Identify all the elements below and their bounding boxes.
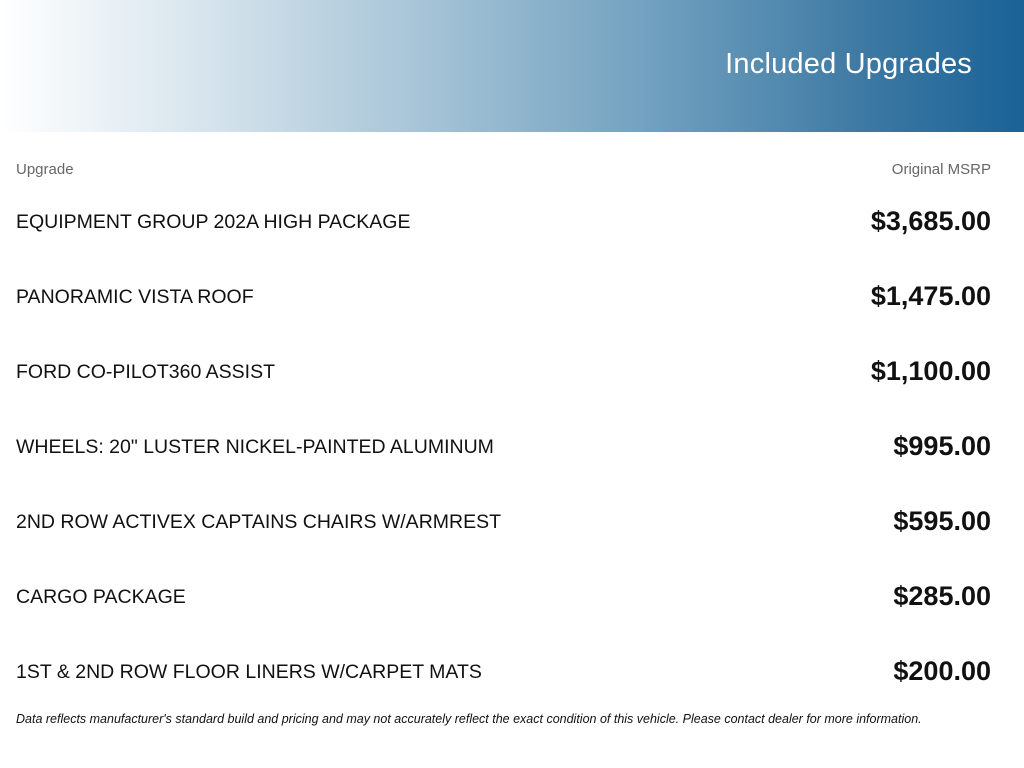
msrp-column-header: Original MSRP — [891, 161, 991, 178]
upgrade-price: $200.00 — [893, 656, 991, 686]
upgrade-row — [16, 347, 991, 422]
upgrade-row — [16, 272, 991, 347]
upgrade-row — [16, 497, 991, 572]
upgrade-price: $595.00 — [893, 506, 991, 536]
upgrade-name: PANORAMIC VISTA ROOF — [16, 286, 254, 308]
header-banner — [0, 0, 1024, 132]
column-headers — [16, 161, 991, 179]
upgrades-list — [16, 197, 991, 722]
page-title: Included Upgrades — [725, 48, 972, 80]
upgrade-row — [16, 572, 991, 647]
upgrade-price: $285.00 — [893, 581, 991, 611]
upgrade-price: $1,100.00 — [870, 356, 991, 386]
upgrade-name: CARGO PACKAGE — [16, 586, 186, 608]
upgrade-name: EQUIPMENT GROUP 202A HIGH PACKAGE — [16, 211, 411, 233]
upgrade-name: 1ST & 2ND ROW FLOOR LINERS W/CARPET MATS — [16, 661, 482, 683]
upgrade-row — [16, 647, 991, 722]
upgrade-row — [16, 422, 991, 497]
upgrade-row — [16, 197, 991, 272]
upgrade-name: 2ND ROW ACTIVEX CAPTAINS CHAIRS W/ARMREST — [16, 511, 502, 533]
upgrade-name: FORD CO-PILOT360 ASSIST — [16, 361, 275, 383]
upgrade-price: $1,475.00 — [870, 281, 991, 311]
upgrade-price: $3,685.00 — [870, 206, 991, 236]
upgrade-column-header: Upgrade — [16, 161, 74, 178]
upgrade-price: $995.00 — [893, 431, 991, 461]
disclaimer-text: Data reflects manufacturer's standard build and pricing and may not accurately reflect the exact condition of this vehicle. Please contact dealer for more information. — [16, 712, 922, 726]
upgrade-name: WHEELS: 20" LUSTER NICKEL-PAINTED ALUMINUM — [16, 436, 494, 458]
